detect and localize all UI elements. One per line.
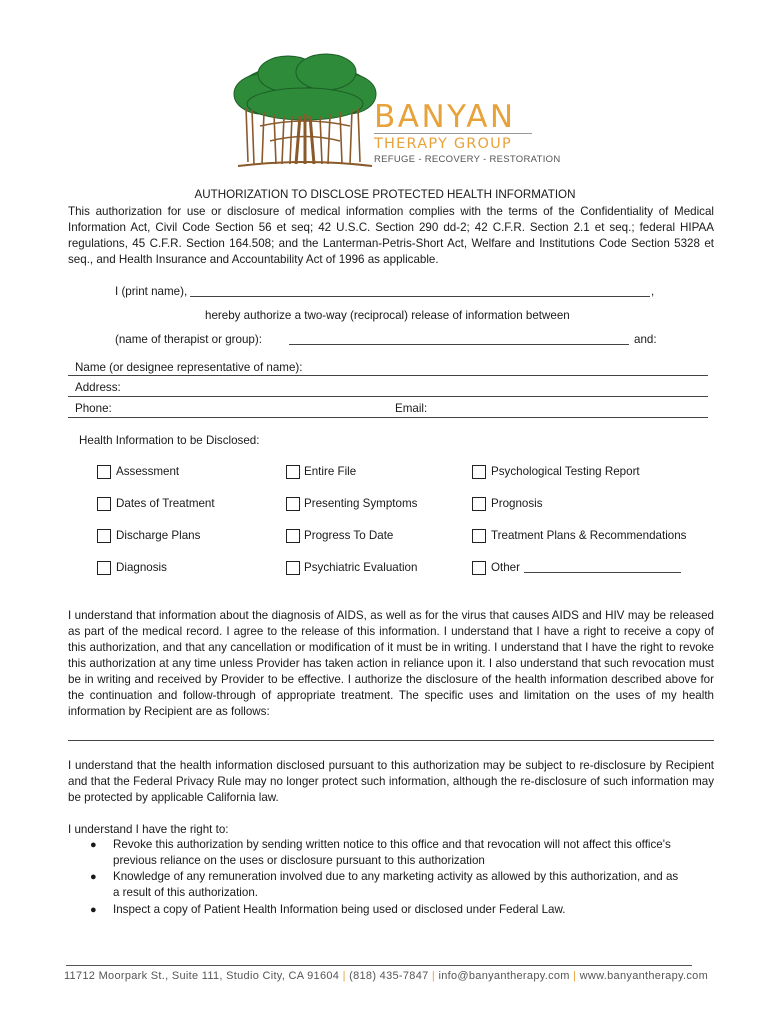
redisclosure-paragraph: I understand that the health information disclosed pursuant to this authorization may be subject to re-disclosure by Recipient and that the Federal Privacy Rule may no longer protect such information, although the re-disclosure of such information may be protected by applicable California law. [68,759,714,804]
checkbox-psychiatric-evaluation[interactable] [286,561,300,575]
footer-separator: | [573,970,577,982]
checkbox-label: Other [491,561,520,574]
footer-address: 11712 Moorpark St., Suite 111, Studio City, CA 91604 [63,970,340,982]
checkbox-label: Psychiatric Evaluation [304,561,418,574]
checkbox-treatment-plans[interactable] [472,529,486,543]
print-name-field[interactable] [190,296,650,297]
other-field[interactable] [524,572,681,573]
checkbox-label: Assessment [116,465,180,478]
intro-paragraph: This authorization for use or disclosure of medical information complies with the terms of the Confidentiality of Medical Information Act, Civil Code Section 56 et seq; 42 U.S.C. Section 290 dd-2; 42 C.F.R. Section 2.1 et seq.; federal HIPAA regulations, 45 C.F.R. Section 164.508; and the Lanterman-Petris-Short Act, Welfare and Institutions Code Section 5328 et seq., and Health Insurance and Accountability Act of 1996 as applicable. [68,205,714,266]
logo-name-line1: BANYAN [374,99,516,135]
checkbox-label: Progress To Date [304,529,394,542]
therapist-label: (name of therapist or group): [115,333,262,346]
checkbox-discharge-plans[interactable] [97,529,111,543]
checkbox-psychological-testing[interactable] [472,465,486,479]
checkbox-other[interactable] [472,561,486,575]
checkbox-dates-of-treatment[interactable] [97,497,111,511]
authorize-text: hereby authorize a two-way (reciprocal) release of information between [205,309,570,322]
checkbox-entire-file[interactable] [286,465,300,479]
form-title: AUTHORIZATION TO DISCLOSE PROTECTED HEALTH INFORMATION [194,188,576,201]
bullet-icon: ● [90,839,97,851]
designee-label: Name (or designee representative of name): [75,361,303,374]
checkbox-presenting-symptoms[interactable] [286,497,300,511]
checkbox-label: Prognosis [491,497,543,510]
designee-field[interactable] [68,375,708,376]
checkbox-label: Presenting Symptoms [304,497,418,510]
footer-separator: | [342,970,346,982]
print-name-comma: , [651,285,655,298]
address-label: Address: [75,381,121,394]
print-name-label: I (print name), [115,285,188,298]
checkbox-label: Psychological Testing Report [491,465,640,478]
footer-separator: | [431,970,436,982]
aids-paragraph: I understand that information about the diagnosis of AIDS, as well as for the virus that causes AIDS and HIV may be released as part of the medical record. I agree to the release of this information. I understand that I have a right to receive a copy of this authorization, and that any cancellation or modification of it must be in writing. I understand that I have the right to revoke this authorization at any time unless Provider has taken action in reliance upon it. I also understand that such revocation must be in writing and received by Provider to be effective. I authorize the disclosure of the health information described above for the continuation and follow-through of appropriate treatment. The specific uses and limitation on the uses of my health information by Recipient are as follows: [68,609,714,718]
bullet-icon: ● [90,871,97,883]
logo-divider [374,133,532,134]
email-label: Email: [395,402,428,415]
checkbox-label: Diagnosis [116,561,167,574]
footer [62,970,710,982]
footer-rule [66,965,692,966]
address-field[interactable] [68,396,708,397]
checkbox-label: Treatment Plans & Recommendations [491,529,687,542]
therapist-and: and: [634,333,657,346]
phone-label: Phone: [75,402,112,415]
logo-tagline: REFUGE - RECOVERY - RESTORATION [374,154,561,165]
footer-website[interactable]: www.banyantherapy.com [579,970,709,982]
checkbox-progress-to-date[interactable] [286,529,300,543]
rights-heading: I understand I have the right to: [68,823,229,836]
rights-item: Inspect a copy of Patient Health Information being used or disclosed under Federal Law. [113,903,566,916]
logo-name-line2: THERAPY GROUP [374,136,512,152]
checkbox-diagnosis[interactable] [97,561,111,575]
checkbox-label: Entire File [304,465,357,478]
checkbox-label: Dates of Treatment [116,497,215,510]
bullet-icon: ● [90,904,97,916]
footer-email[interactable]: info@banyantherapy.com [438,970,570,982]
phone-email-field[interactable] [68,417,708,418]
rights-item: Revoke this authorization by sending written notice to this office and that revocation will not affect this office's previous reliance on the uses or disclosure pursuant to this authorization [113,838,671,867]
rights-item: Knowledge of any remuneration involved due to any marketing activity as allowed by this authorization, and as a result of this authorization. [113,870,679,899]
specific-uses-field[interactable] [68,740,714,741]
banyan-tree-icon [230,46,380,172]
checkbox-prognosis[interactable] [472,497,486,511]
footer-phone: (818) 435-7847 [349,970,429,982]
checkbox-assessment[interactable] [97,465,111,479]
checkbox-label: Discharge Plans [116,529,201,542]
health-info-heading: Health Information to be Disclosed: [79,434,260,447]
therapist-field[interactable] [289,344,629,345]
